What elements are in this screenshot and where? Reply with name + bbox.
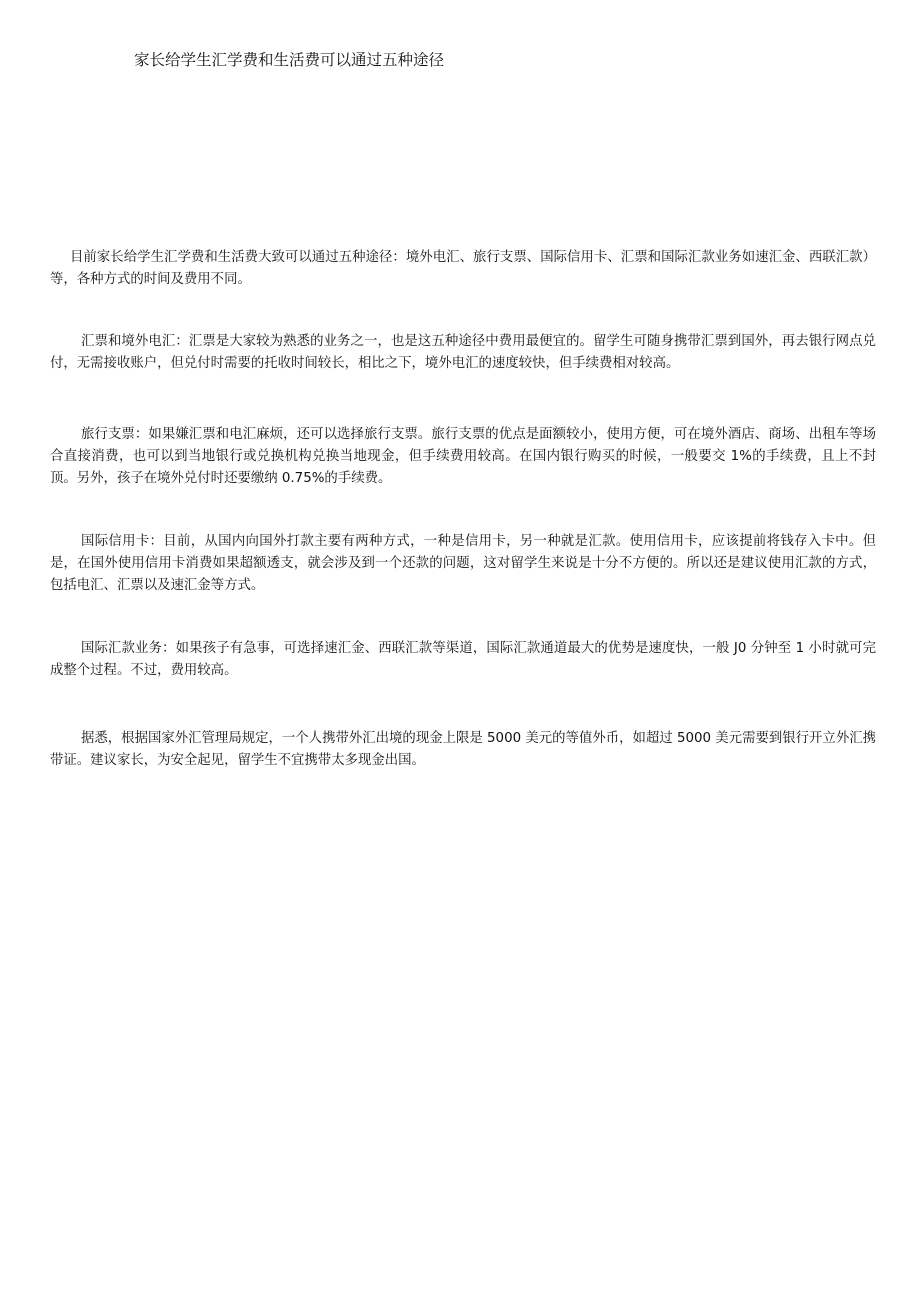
paragraph-credit-card: 国际信用卡：目前，从国内向国外打款主要有两种方式，一种是信用卡，另一种就是汇款。使用信用卡，应该提前将钱存入卡中。但是，在国外使用信用卡消费如果超额透支，就会涉及到一个还款的问题，这对留学生来说是十分不方便的。所以还是建议使用汇款的方式，包括电汇、汇票以及速汇金等方式。 — [50, 534, 876, 593]
paragraph-bank-draft: 汇票和境外电汇：汇票是大家较为熟悉的业务之一，也是这五种途径中费用最便宜的。留学生可随身携带汇票到国外，再去银行网点兑付，无需接收账户，但兑付时需要的托收时间较长，相比之下，境外电汇的速度较快，但手续费相对较高。 — [50, 334, 876, 371]
paragraph-travelers-check: 旅行支票：如果嫌汇票和电汇麻烦，还可以选择旅行支票。旅行支票的优点是面额较小，使用方便，可在境外酒店、商场、出租车等场合直接消费，也可以到当地银行或兑换机构兑换当地现金，但手续费用较高。在国内银行购买的时候，一般要交 1%的手续费，且上不封顶。另外，孩子在境外兑付时还要缴纳 0.75%的手续费。 — [50, 427, 876, 486]
paragraph-intro: 目前家长给学生汇学费和生活费大致可以通过五种途径：境外电汇、旅行支票、国际信用卡、汇票和国际汇款业务如速汇金、西联汇款）等，各种方式的时间及费用不同。 — [50, 250, 876, 287]
document-title: 家长给学生汇学费和生活费可以通过五种途径 — [134, 51, 445, 69]
paragraph-international-remittance: 国际汇款业务：如果孩子有急事，可选择速汇金、西联汇款等渠道，国际汇款通道最大的优势是速度快，一般 J0 分钟至 1 小时就可完成整个过程。不过，费用较高。 — [50, 641, 876, 678]
paragraph-regulation: 据悉，根据国家外汇管理局规定，一个人携带外汇出境的现金上限是 5000 美元的等值外币，如超过 5000 美元需要到银行开立外汇携带证。建议家长，为安全起见，留学生不宜携带太多现金出国。 — [50, 731, 876, 768]
